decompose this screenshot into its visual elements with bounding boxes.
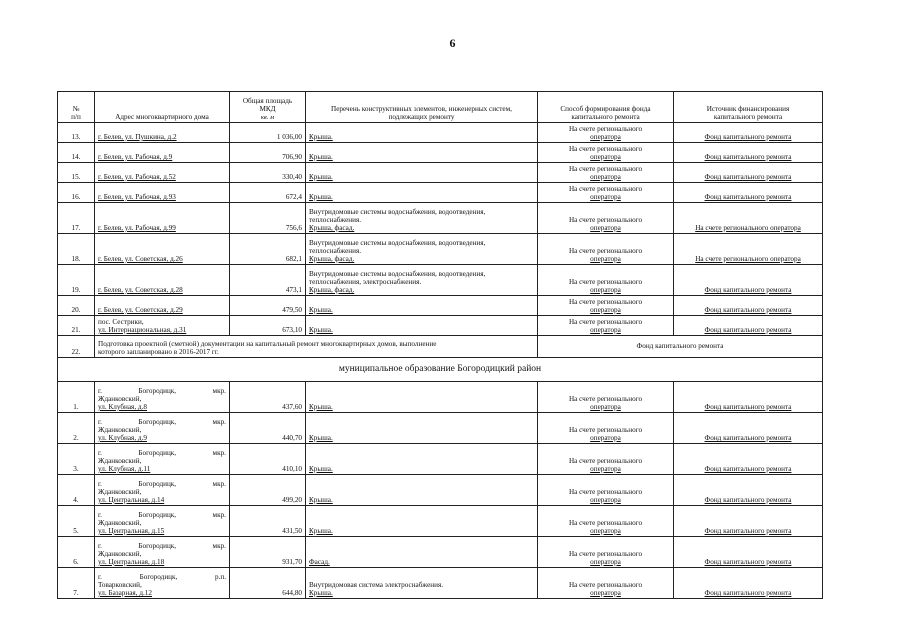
row-number: 18.: [58, 234, 95, 265]
row-works: [306, 123, 538, 143]
row-source: [674, 537, 823, 568]
table-row: [58, 316, 823, 336]
cell-line: Крыша, фасад.: [309, 285, 355, 294]
cell-line: На счете регионального: [568, 487, 643, 496]
row-number: 7.: [58, 568, 95, 599]
address-district: Жданковский,: [98, 487, 142, 496]
table-row: [58, 444, 823, 475]
cell-line: г. Белев, ул. Рабочая, д.99: [98, 223, 176, 232]
cell-line: г. Белев, ул. Советская, д.26: [98, 254, 183, 263]
address-city-name: Богородицк,: [138, 510, 177, 519]
row-area: 1 036,00: [230, 123, 306, 143]
row-address: [95, 475, 230, 506]
cell-line: оператора: [590, 223, 621, 232]
cell-line: На счете регионального оператора: [695, 223, 801, 232]
capital-repair-table: [57, 91, 823, 599]
row-works: [306, 444, 538, 475]
cell-line: г. Белев, ул. Советская, д.28: [98, 285, 183, 294]
cell-line: Внутридомовая система электроснабжения.: [309, 580, 444, 589]
row-works: [306, 163, 538, 183]
row-address: [95, 413, 230, 444]
table-header-row: [58, 92, 823, 123]
header-address: Адрес многоквартирного дома: [95, 92, 230, 123]
cell-line: оператора: [590, 557, 621, 566]
header-num: № п/п: [58, 92, 95, 123]
row-address: [95, 382, 230, 413]
row-method: [538, 123, 674, 143]
row-source: [674, 234, 823, 265]
address-street: ул. Клубная, д.8: [98, 402, 147, 411]
row-works: [306, 265, 538, 296]
table-row: [58, 413, 823, 444]
row-source: [674, 123, 823, 143]
row-address: [95, 234, 230, 265]
address-district: Жданковский,: [98, 456, 142, 465]
address-city-name: Богородицк,: [138, 541, 177, 550]
cell-line: На счете регионального: [568, 215, 643, 224]
table-row: [58, 203, 823, 234]
row-number: 5.: [58, 506, 95, 537]
row-address: [95, 123, 230, 143]
cell-line: оператора: [590, 464, 621, 473]
cell-line: оператора: [590, 152, 621, 161]
address-city-prefix: г.: [98, 417, 102, 426]
row-number: 13.: [58, 123, 95, 143]
row-works: [306, 183, 538, 203]
row-address: [95, 265, 230, 296]
cell-line: На счете регионального: [568, 518, 643, 527]
address-street: ул. Центральная, д.15: [98, 526, 165, 535]
address-district: Жданковский,: [98, 425, 142, 434]
row-22-description: Подготовка проектной (сметной) документации на капитальный ремонт многоквартирных домов, выполнение которого запланировано в 2016-2017 гг.: [95, 336, 538, 358]
cell-line: Крыша.: [309, 152, 333, 161]
row-address: [95, 506, 230, 537]
table-row: [58, 163, 823, 183]
row-method: [538, 183, 674, 203]
row-address: [95, 183, 230, 203]
cell-line: Фонд капитального ремонта: [704, 305, 792, 314]
row-works: [306, 537, 538, 568]
address-city-name: Богородицк,: [138, 479, 177, 488]
row-method: [538, 382, 674, 413]
cell-line: оператора: [590, 402, 621, 411]
cell-line: На счете регионального: [568, 580, 643, 589]
row-area: 440,70: [230, 413, 306, 444]
row-works: [306, 382, 538, 413]
address-street: ул. Клубная, д.9: [98, 433, 147, 442]
address-city-name: Богородицк,: [138, 386, 177, 395]
row-number: 21.: [58, 316, 95, 336]
cell-line: Крыша.: [309, 325, 333, 334]
cell-line: Крыша.: [309, 192, 333, 201]
address-city-prefix: г.: [98, 448, 102, 457]
row-works: [306, 296, 538, 316]
header-source: Источник финансирования капитального ремонта: [674, 92, 823, 123]
cell-line: г. Белев, ул. Рабочая, д.93: [98, 192, 176, 201]
row-method: [538, 444, 674, 475]
cell-line: ул. Интернациональная, д.31: [98, 325, 187, 334]
address-line-city: [98, 511, 226, 519]
row-source: [674, 163, 823, 183]
address-line-city: [98, 449, 226, 457]
row-works: [306, 234, 538, 265]
table-row: [58, 568, 823, 599]
cell-line: Крыша.: [309, 495, 333, 504]
row-number: 22.: [58, 336, 95, 358]
cell-line: Фонд капитального ремонта: [704, 464, 792, 473]
row-number: 15.: [58, 163, 95, 183]
row-area: 473,1: [230, 265, 306, 296]
cell-line: Фонд капитального ремонта: [704, 402, 792, 411]
row-source: [674, 475, 823, 506]
row-works: [306, 413, 538, 444]
row-source: [674, 143, 823, 163]
address-city-prefix: г.: [98, 572, 102, 581]
row-source: [674, 203, 823, 234]
address-line-city: [98, 480, 226, 488]
address-line-city: [98, 418, 226, 426]
cell-line: Фонд капитального ремонта: [704, 526, 792, 535]
address-district: Жданковский,: [98, 394, 142, 403]
table-row: [58, 123, 823, 143]
row-address: [95, 203, 230, 234]
address-city-prefix: г.: [98, 479, 102, 488]
row-source: [674, 265, 823, 296]
header-area-unit: кв. м: [260, 113, 275, 121]
row-area: 479,50: [230, 296, 306, 316]
row-method: [538, 475, 674, 506]
address-street: ул. Базарная, д.12: [98, 588, 152, 597]
row-area: 410,10: [230, 444, 306, 475]
header-works: Перечень конструктивных элементов, инженерных систем, подлежащих ремонту: [306, 92, 538, 123]
cell-line: Внутридомовые системы водоснабжения, водоотведения,: [309, 269, 486, 278]
row-source: [674, 506, 823, 537]
cell-line: На счете регионального: [568, 425, 643, 434]
row-number: 20.: [58, 296, 95, 316]
row-number: 4.: [58, 475, 95, 506]
row-address: [95, 537, 230, 568]
row-method: [538, 413, 674, 444]
row-source: [674, 568, 823, 599]
section-title: муниципальное образование Богородицкий район: [58, 358, 823, 382]
cell-line: На счете регионального: [568, 297, 643, 306]
cell-line: оператора: [590, 433, 621, 442]
row-method: [538, 506, 674, 537]
cell-line: Крыша.: [309, 132, 333, 141]
table-row: [58, 475, 823, 506]
row-source: [674, 413, 823, 444]
address-city-name: Богородицк,: [138, 417, 177, 426]
cell-line: Фонд капитального ремонта: [704, 433, 792, 442]
cell-line: Крыша, фасад.: [309, 254, 355, 263]
cell-line: оператора: [590, 285, 621, 294]
cell-line: Крыша.: [309, 433, 333, 442]
row-number: 14.: [58, 143, 95, 163]
address-mkr: мкр.: [212, 510, 226, 519]
cell-line: оператора: [590, 495, 621, 504]
cell-line: г. Белев, ул. Рабочая, д.9: [98, 152, 173, 161]
row-works: [306, 568, 538, 599]
row-method: [538, 203, 674, 234]
row-works: [306, 506, 538, 537]
cell-line: На счете регионального оператора: [695, 254, 801, 263]
cell-line: оператора: [590, 172, 621, 181]
cell-line: Крыша, фасад.: [309, 223, 355, 232]
cell-line: Крыша.: [309, 526, 333, 535]
cell-line: оператора: [590, 526, 621, 535]
section-header-row: [58, 358, 823, 382]
row-area: 756,6: [230, 203, 306, 234]
address-street: ул. Клубная, д.11: [98, 464, 151, 473]
cell-line: Крыша.: [309, 402, 333, 411]
address-city-name: Богородицк,: [138, 448, 177, 457]
cell-line: Фонд капитального ремонта: [704, 588, 792, 597]
row-address: [95, 143, 230, 163]
row-area: 673,10: [230, 316, 306, 336]
table-row: [58, 296, 823, 316]
cell-line: Фонд капитального ремонта: [704, 192, 792, 201]
row-method: [538, 296, 674, 316]
address-mkr: мкр.: [212, 386, 226, 395]
header-area: Общая площадь МКД кв. м: [230, 92, 306, 123]
row-number: 1.: [58, 382, 95, 413]
cell-line: г. Белев, ул. Советская, д.29: [98, 305, 183, 314]
cell-line: теплоснабжения.: [309, 215, 362, 224]
address-mkr: мкр.: [212, 417, 226, 426]
table-row: [58, 234, 823, 265]
cell-line: На счете регионального: [568, 277, 643, 286]
cell-line: оператора: [590, 192, 621, 201]
row-area: 431,50: [230, 506, 306, 537]
address-line-city: [98, 542, 226, 550]
address-street: ул. Центральная, д.18: [98, 557, 165, 566]
cell-line: г. Белев, ул. Пушкина, д.2: [98, 132, 177, 141]
cell-line: На счете регионального: [568, 394, 643, 403]
cell-line: Фонд капитального ремонта: [704, 172, 792, 181]
cell-line: Крыша.: [309, 305, 333, 314]
address-line-city: [98, 573, 226, 581]
row-address: [95, 444, 230, 475]
row-address: [95, 316, 230, 336]
cell-line: теплоснабжения.: [309, 246, 362, 255]
cell-line: оператора: [590, 254, 621, 263]
address-city-prefix: г.: [98, 510, 102, 519]
table-row: [58, 265, 823, 296]
row-address: [95, 296, 230, 316]
row-number: 16.: [58, 183, 95, 203]
row-method: [538, 568, 674, 599]
cell-line: На счете регионального: [568, 164, 643, 173]
cell-line: Крыша.: [309, 172, 333, 181]
cell-line: Фонд капитального ремонта: [704, 285, 792, 294]
cell-line: теплоснабжения, электроснабжения.: [309, 277, 422, 286]
cell-line: Крыша.: [309, 464, 333, 473]
table-row: [58, 506, 823, 537]
row-area: 931,70: [230, 537, 306, 568]
address-district: Жданковский,: [98, 549, 142, 558]
row-number: 3.: [58, 444, 95, 475]
row-source: [674, 316, 823, 336]
cell-line: На счете регионального: [568, 246, 643, 255]
cell-line: Крыша.: [309, 588, 333, 597]
page-number: 6: [449, 36, 456, 50]
table-row: [58, 537, 823, 568]
address-city-prefix: г.: [98, 386, 102, 395]
row-area: 330,40: [230, 163, 306, 183]
cell-line: пос. Сестрики,: [98, 317, 144, 326]
cell-line: Фонд капитального ремонта: [704, 152, 792, 161]
cell-line: На счете регионального: [568, 317, 643, 326]
address-city-name: Богородицк,: [139, 572, 178, 581]
row-method: [538, 537, 674, 568]
row-method: [538, 265, 674, 296]
address-mkr: мкр.: [212, 448, 226, 457]
address-mkr: мкр.: [212, 541, 226, 550]
row-address: [95, 163, 230, 183]
cell-line: Фонд капитального ремонта: [704, 325, 792, 334]
cell-line: оператора: [590, 132, 621, 141]
row-area: 499,20: [230, 475, 306, 506]
table-row: [58, 143, 823, 163]
row-22-source: Фонд капитального ремонта: [538, 336, 823, 358]
row-address: [95, 568, 230, 599]
row-source: [674, 296, 823, 316]
row-works: [306, 316, 538, 336]
cell-line: На счете регионального: [568, 456, 643, 465]
row-number: 17.: [58, 203, 95, 234]
cell-line: На счете регионального: [568, 124, 643, 133]
row-source: [674, 183, 823, 203]
address-district: Жданковский,: [98, 518, 142, 527]
address-district: Товарковский,: [98, 580, 142, 589]
cell-line: Фонд капитального ремонта: [704, 557, 792, 566]
row-source: [674, 444, 823, 475]
address-mkr: р.п.: [214, 572, 226, 581]
address-line-city: [98, 387, 226, 395]
table-row: [58, 382, 823, 413]
row-number: 19.: [58, 265, 95, 296]
cell-line: На счете регионального: [568, 184, 643, 193]
row-area: 672,4: [230, 183, 306, 203]
row-area: 682,1: [230, 234, 306, 265]
table-row: [58, 336, 823, 358]
row-works: [306, 143, 538, 163]
address-mkr: мкр.: [212, 479, 226, 488]
cell-line: оператора: [590, 305, 621, 314]
row-number: 6.: [58, 537, 95, 568]
header-method: Способ формирования фонда капитального ремонта: [538, 92, 674, 123]
cell-line: оператора: [590, 588, 621, 597]
row-method: [538, 143, 674, 163]
cell-line: На счете регионального: [568, 549, 643, 558]
row-method: [538, 316, 674, 336]
cell-line: На счете регионального: [568, 144, 643, 153]
cell-line: г. Белев, ул. Рабочая, д.52: [98, 172, 176, 181]
cell-line: Фонд капитального ремонта: [704, 495, 792, 504]
row-works: [306, 475, 538, 506]
cell-line: Внутридомовые системы водоснабжения, водоотведения,: [309, 238, 486, 247]
table-row: [58, 183, 823, 203]
row-area: 644,80: [230, 568, 306, 599]
address-street: ул. Центральная, д.14: [98, 495, 165, 504]
cell-line: оператора: [590, 325, 621, 334]
row-area: 706,90: [230, 143, 306, 163]
row-area: 437,60: [230, 382, 306, 413]
address-city-prefix: г.: [98, 541, 102, 550]
cell-line: Фасад.: [309, 557, 330, 566]
row-number: 2.: [58, 413, 95, 444]
row-works: [306, 203, 538, 234]
row-method: [538, 163, 674, 183]
row-source: [674, 382, 823, 413]
cell-line: Фонд капитального ремонта: [704, 132, 792, 141]
cell-line: Внутридомовые системы водоснабжения, водоотведения,: [309, 207, 486, 216]
row-method: [538, 234, 674, 265]
